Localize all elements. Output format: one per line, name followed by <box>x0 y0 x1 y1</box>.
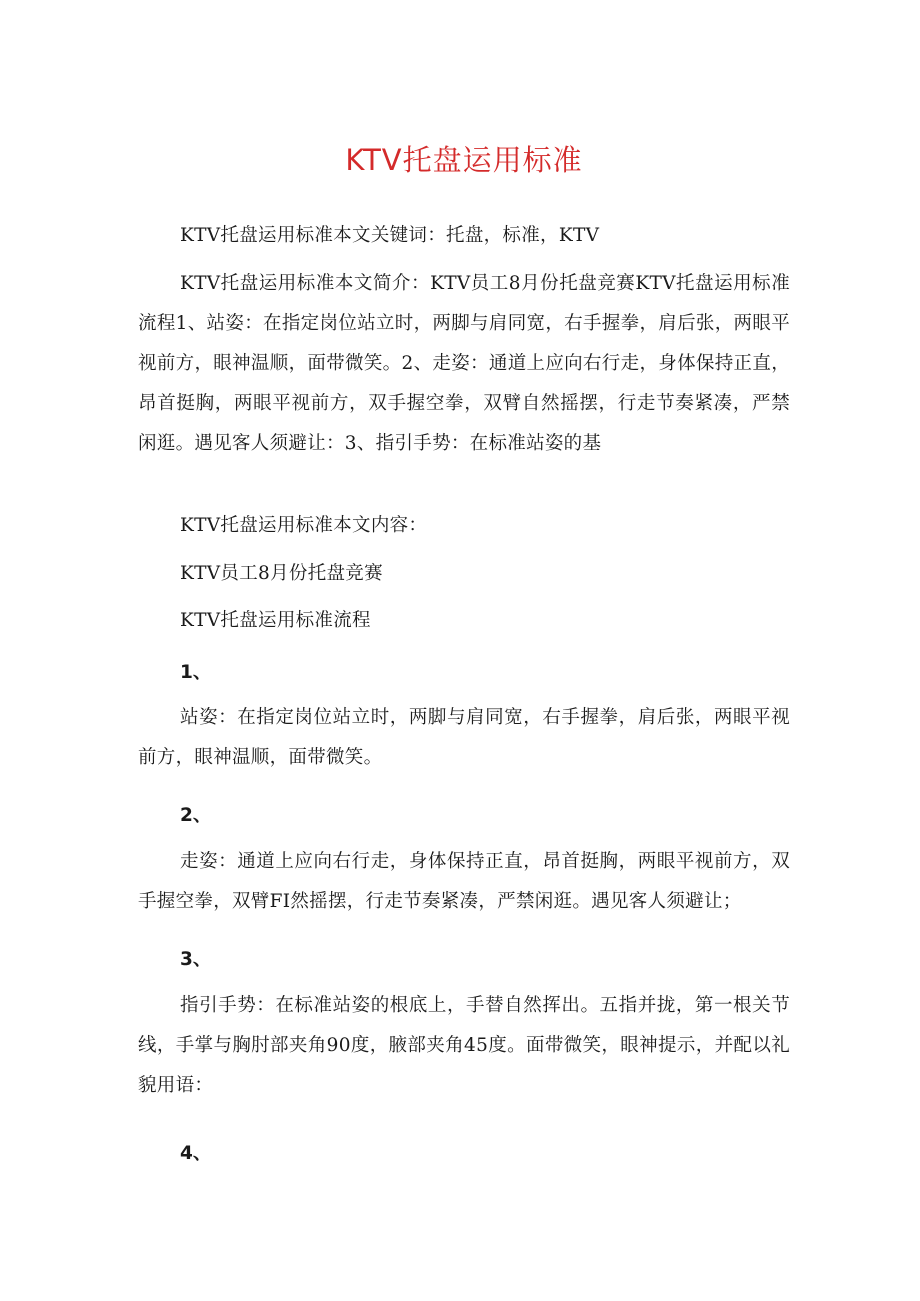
section-number-2: 2、 <box>180 805 212 826</box>
subtitle-process: KTV托盘运用标准流程 <box>180 610 371 631</box>
content-label: KTV托盘运用标准本文内容： <box>180 515 428 536</box>
subtitle-competition: KTV员工8月份托盘竞赛 <box>180 563 383 584</box>
section-number-3: 3、 <box>180 949 212 970</box>
section-number-1: 1、 <box>180 662 212 683</box>
section-text-3: 指引手势：在标准站姿的根底上，手替自然挥出。五指并拢，第一根关节线，手掌与胸肘部夹角90度，腋部夹角45度。面带微笑，眼神提示，并配以礼貌用语： <box>138 995 790 1096</box>
section-text-2: 走姿：通道上应向右行走，身体保持正直，昂首挺胸，两眼平视前方，双手握空拳，双臂FI然摇摆，行走节奏紧凑，严禁闲逛。遇见客人须避让； <box>138 851 790 912</box>
keywords-paragraph: KTV托盘运用标准本文关键词：托盘，标准，KTV <box>180 225 600 246</box>
section-text-1: 站姿：在指定岗位站立时，两脚与肩同宽，右手握拳，肩后张，两眼平视前方，眼神温顺，面带微笑。 <box>138 707 790 768</box>
document-title: KTV托盘运用标准 <box>345 143 583 177</box>
summary-paragraph: KTV托盘运用标准本文简介：KTV员工8月份托盘竞赛KTV托盘运用标准流程1、站姿：在指定岗位站立时，两脚与肩同宽，右手握拳，肩后张，两眼平视前方，眼神温顺，面带微笑。2、走姿：通道上应向右行走，身体保持正直，昂首挺胸，两眼平视前方，双手握空拳，双臂自然摇摆，行走节奏紧凑，严禁闲逛。遇见客人须避让：3、指引手势：在标准站姿的基 <box>138 273 790 454</box>
section-number-4: 4、 <box>180 1143 212 1164</box>
